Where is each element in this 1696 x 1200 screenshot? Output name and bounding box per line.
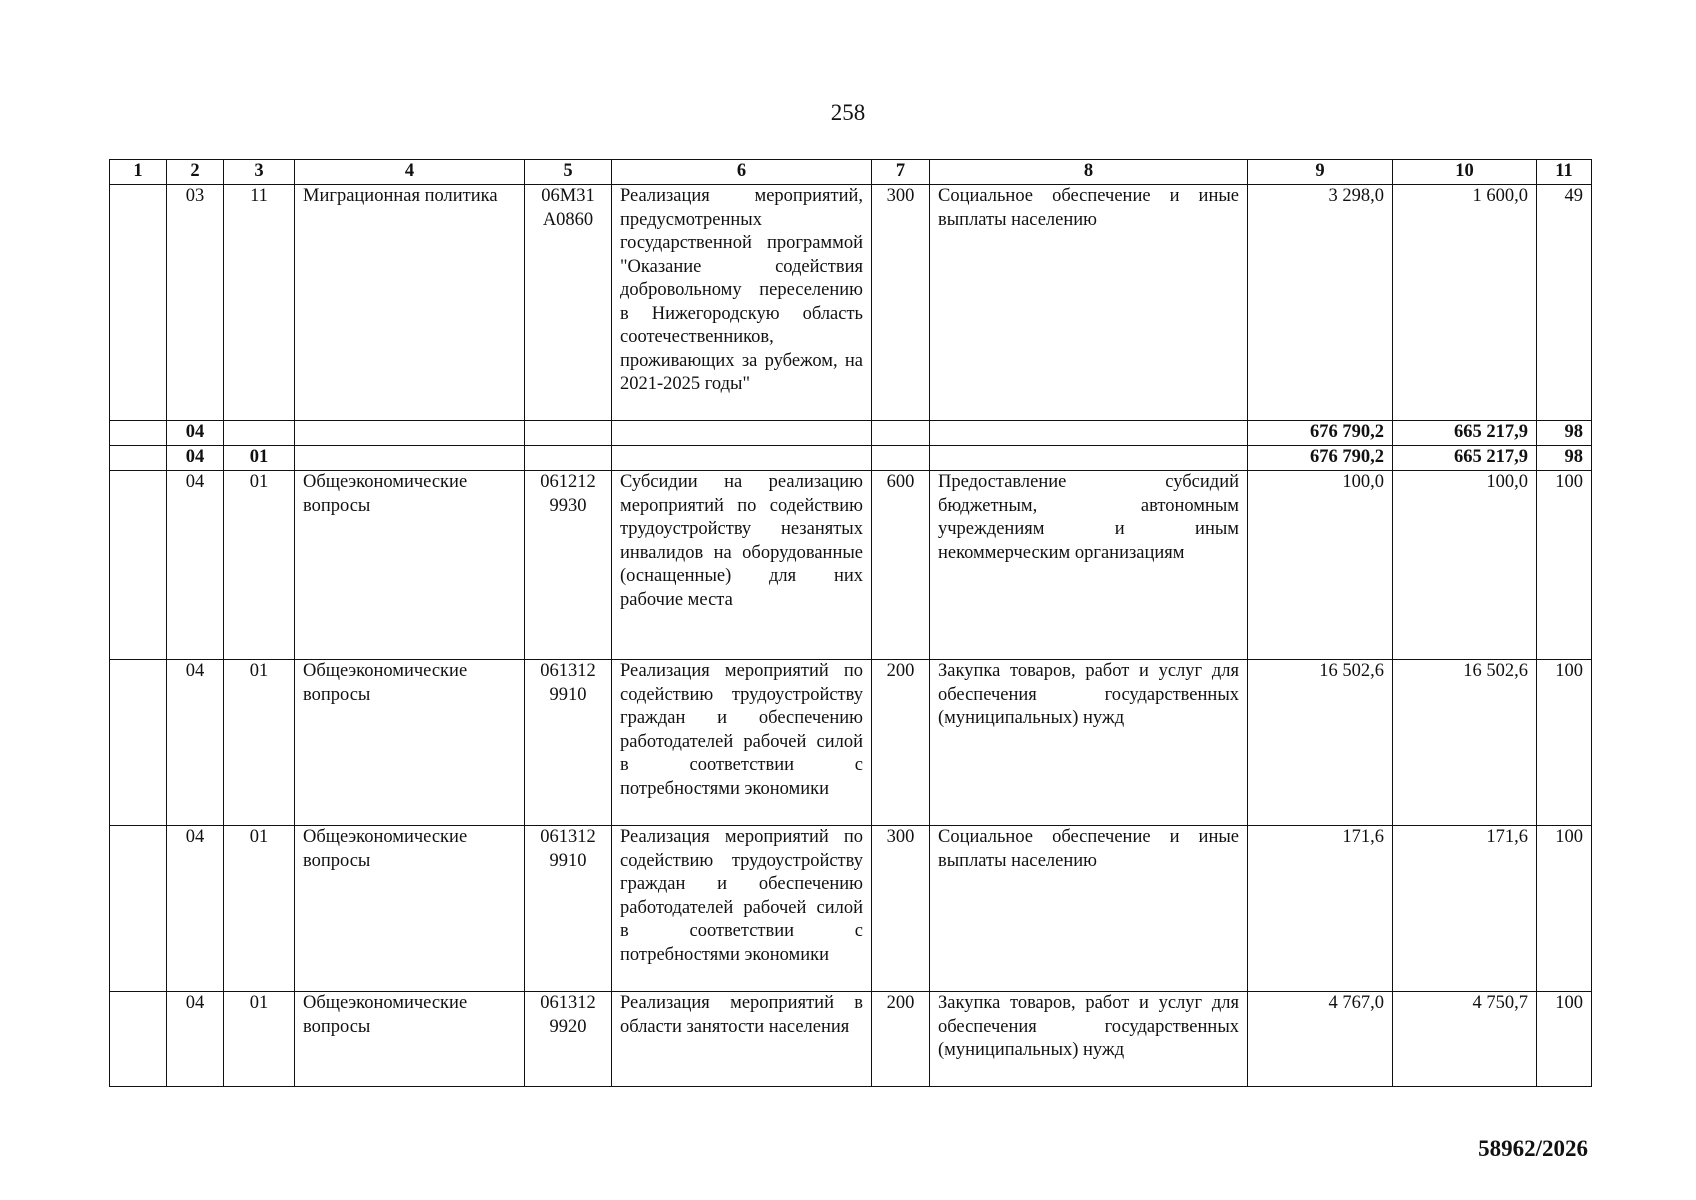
table-row (110, 471, 1592, 660)
cell-article-name: Субсидии на реализацию мероприятий по содействию трудоустройству незанятых инвалидов на оборудованные (оснащенные) для них рабочие места (612, 471, 872, 660)
cell-target-article (525, 446, 612, 471)
cell-target-article: 06М31 А0860 (525, 185, 612, 421)
table-row (110, 185, 1592, 421)
table-row (110, 421, 1592, 446)
cell-executed: 1 600,0 (1393, 185, 1537, 421)
cell-expense-type-name: Социальное обеспечение и иные выплаты населению (930, 826, 1248, 992)
cell-subsection-name: Общеэкономические вопросы (295, 660, 525, 826)
cell-planned: 171,6 (1248, 826, 1393, 992)
column-header: 3 (224, 160, 295, 185)
column-header: 8 (930, 160, 1248, 185)
cell-executed: 100,0 (1393, 471, 1537, 660)
column-header: 4 (295, 160, 525, 185)
cell-expense-type-name: Предоставление субсидий бюджетным, автономным учреждениям и иным некоммерческим организациям (930, 471, 1248, 660)
cell-article-name: Реализация мероприятий по содействию трудоустройству граждан и обеспечению работодателей рабочей силой в соответствии с потребностями экономики (612, 660, 872, 826)
cell-expense-type (872, 421, 930, 446)
table-row (110, 660, 1592, 826)
cell-col1 (110, 421, 167, 446)
cell-subsection-name: Общеэкономические вопросы (295, 992, 525, 1087)
cell-planned: 3 298,0 (1248, 185, 1393, 421)
table-row (110, 446, 1592, 471)
column-header: 5 (525, 160, 612, 185)
cell-percent: 100 (1537, 660, 1592, 826)
cell-executed: 16 502,6 (1393, 660, 1537, 826)
cell-target-article: 061312 9910 (525, 660, 612, 826)
cell-expense-type-name (930, 446, 1248, 471)
cell-col1 (110, 446, 167, 471)
cell-target-article: 061312 9910 (525, 826, 612, 992)
cell-expense-type (872, 446, 930, 471)
cell-percent: 49 (1537, 185, 1592, 421)
cell-subsection: 01 (224, 826, 295, 992)
cell-expense-type-name: Закупка товаров, работ и услуг для обеспечения государственных (муниципальных) нужд (930, 660, 1248, 826)
cell-subsection-name: Общеэкономические вопросы (295, 826, 525, 992)
cell-expense-type-name: Социальное обеспечение и иные выплаты населению (930, 185, 1248, 421)
column-header: 2 (167, 160, 224, 185)
cell-section: 03 (167, 185, 224, 421)
cell-article-name (612, 446, 872, 471)
cell-percent: 98 (1537, 446, 1592, 471)
cell-subsection-name (295, 446, 525, 471)
cell-planned: 676 790,2 (1248, 446, 1393, 471)
cell-subsection-name: Общеэкономические вопросы (295, 471, 525, 660)
cell-subsection-name (295, 421, 525, 446)
cell-planned: 16 502,6 (1248, 660, 1393, 826)
cell-subsection-name: Миграционная политика (295, 185, 525, 421)
cell-section: 04 (167, 446, 224, 471)
budget-table (109, 159, 1592, 1087)
column-header: 7 (872, 160, 930, 185)
cell-subsection: 01 (224, 471, 295, 660)
cell-article-name (612, 421, 872, 446)
cell-planned: 676 790,2 (1248, 421, 1393, 446)
table-row (110, 992, 1592, 1087)
document-number: 58962/2026 (1478, 1136, 1588, 1161)
cell-col1 (110, 826, 167, 992)
cell-section: 04 (167, 826, 224, 992)
cell-percent: 98 (1537, 421, 1592, 446)
cell-executed: 665 217,9 (1393, 421, 1537, 446)
cell-target-article: 061312 9920 (525, 992, 612, 1087)
column-header: 9 (1248, 160, 1393, 185)
cell-section: 04 (167, 471, 224, 660)
cell-percent: 100 (1537, 826, 1592, 992)
cell-section: 04 (167, 421, 224, 446)
cell-percent: 100 (1537, 992, 1592, 1087)
cell-col1 (110, 185, 167, 421)
cell-subsection: 01 (224, 660, 295, 826)
cell-subsection: 11 (224, 185, 295, 421)
cell-subsection: 01 (224, 992, 295, 1087)
cell-article-name: Реализация мероприятий по содействию трудоустройству граждан и обеспечению работодателей рабочей силой в соответствии с потребностями экономики (612, 826, 872, 992)
column-header: 11 (1537, 160, 1592, 185)
cell-col1 (110, 471, 167, 660)
cell-section: 04 (167, 660, 224, 826)
cell-section: 04 (167, 992, 224, 1087)
cell-expense-type-name (930, 421, 1248, 446)
column-header: 10 (1393, 160, 1537, 185)
cell-target-article (525, 421, 612, 446)
cell-executed: 665 217,9 (1393, 446, 1537, 471)
cell-col1 (110, 992, 167, 1087)
cell-executed: 171,6 (1393, 826, 1537, 992)
cell-subsection: 01 (224, 446, 295, 471)
cell-expense-type-name: Закупка товаров, работ и услуг для обеспечения государственных (муниципальных) нужд (930, 992, 1248, 1087)
column-header: 6 (612, 160, 872, 185)
cell-article-name: Реализация мероприятий в области занятости населения (612, 992, 872, 1087)
cell-expense-type: 600 (872, 471, 930, 660)
cell-planned: 100,0 (1248, 471, 1393, 660)
cell-target-article: 061212 9930 (525, 471, 612, 660)
cell-subsection (224, 421, 295, 446)
cell-col1 (110, 660, 167, 826)
cell-executed: 4 750,7 (1393, 992, 1537, 1087)
cell-expense-type: 300 (872, 826, 930, 992)
cell-article-name: Реализация мероприятий, предусмотренных государственной программой "Оказание содействия добровольному переселению в Нижегородскую область соотечественников, проживающих за рубежом, на 2021-2025 годы" (612, 185, 872, 421)
cell-percent: 100 (1537, 471, 1592, 660)
table-row (110, 826, 1592, 992)
column-header: 1 (110, 160, 167, 185)
cell-expense-type: 200 (872, 992, 930, 1087)
cell-expense-type: 300 (872, 185, 930, 421)
page-number: 258 (830, 100, 866, 125)
cell-expense-type: 200 (872, 660, 930, 826)
cell-planned: 4 767,0 (1248, 992, 1393, 1087)
table-header-row (110, 160, 1592, 185)
